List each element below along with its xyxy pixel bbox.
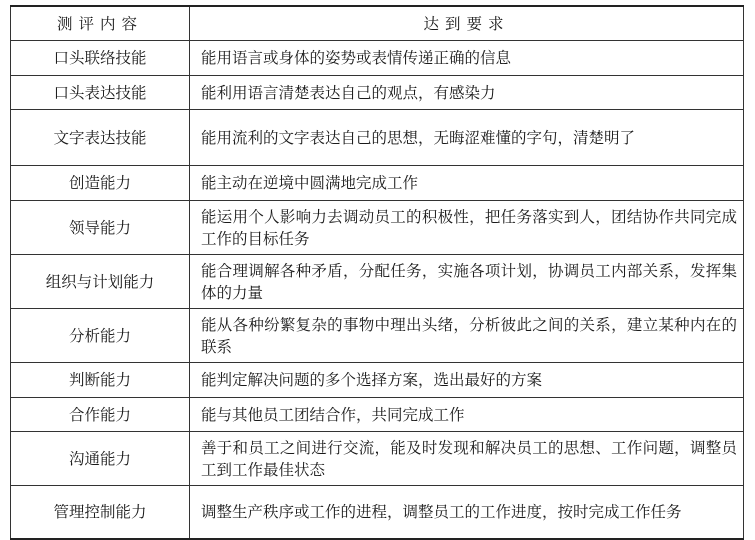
table-row [11,309,744,363]
item-cell: 分析能力 [11,309,190,363]
requirement-cell: 能用语言或身体的姿势或表情传递正确的信息 [190,41,744,76]
header-item: 测评内容 [11,6,190,41]
table-row [11,363,744,398]
table-row [11,76,744,110]
evaluation-table [10,5,744,540]
item-cell: 管理控制能力 [11,486,190,539]
item-cell: 文字表达技能 [11,110,190,166]
table-row [11,432,744,486]
requirement-cell: 能利用语言清楚表达自己的观点，有感染力 [190,76,744,110]
item-cell: 判断能力 [11,363,190,398]
table-row [11,486,744,539]
item-cell: 沟通能力 [11,432,190,486]
item-cell: 口头表达技能 [11,76,190,110]
requirement-cell: 能用流利的文字表达自己的思想，无晦涩难懂的字句，清楚明了 [190,110,744,166]
table-row [11,41,744,76]
requirement-cell: 能运用个人影响力去调动员工的积极性，把任务落实到人，团结协作共同完成工作的目标任务 [190,201,744,255]
requirement-cell: 能主动在逆境中圆满地完成工作 [190,166,744,201]
table-row [11,110,744,166]
requirement-cell: 善于和员工之间进行交流，能及时发现和解决员工的思想、工作问题，调整员工到工作最佳状态 [190,432,744,486]
table-row [11,398,744,432]
table-row [11,166,744,201]
requirement-cell: 能从各种纷繁复杂的事物中理出头绪，分析彼此之间的关系，建立某种内在的联系 [190,309,744,363]
item-cell: 口头联络技能 [11,41,190,76]
header-requirement: 达到要求 [190,6,744,41]
item-cell: 组织与计划能力 [11,255,190,309]
requirement-cell: 能合理调解各种矛盾，分配任务，实施各项计划，协调员工内部关系，发挥集体的力量 [190,255,744,309]
item-cell: 创造能力 [11,166,190,201]
table-row [11,255,744,309]
item-cell: 合作能力 [11,398,190,432]
table-row [11,201,744,255]
header-row [11,6,744,41]
requirement-cell: 能与其他员工团结合作，共同完成工作 [190,398,744,432]
item-cell: 领导能力 [11,201,190,255]
requirement-cell: 调整生产秩序或工作的进程，调整员工的工作进度，按时完成工作任务 [190,486,744,539]
requirement-cell: 能判定解决问题的多个选择方案，选出最好的方案 [190,363,744,398]
